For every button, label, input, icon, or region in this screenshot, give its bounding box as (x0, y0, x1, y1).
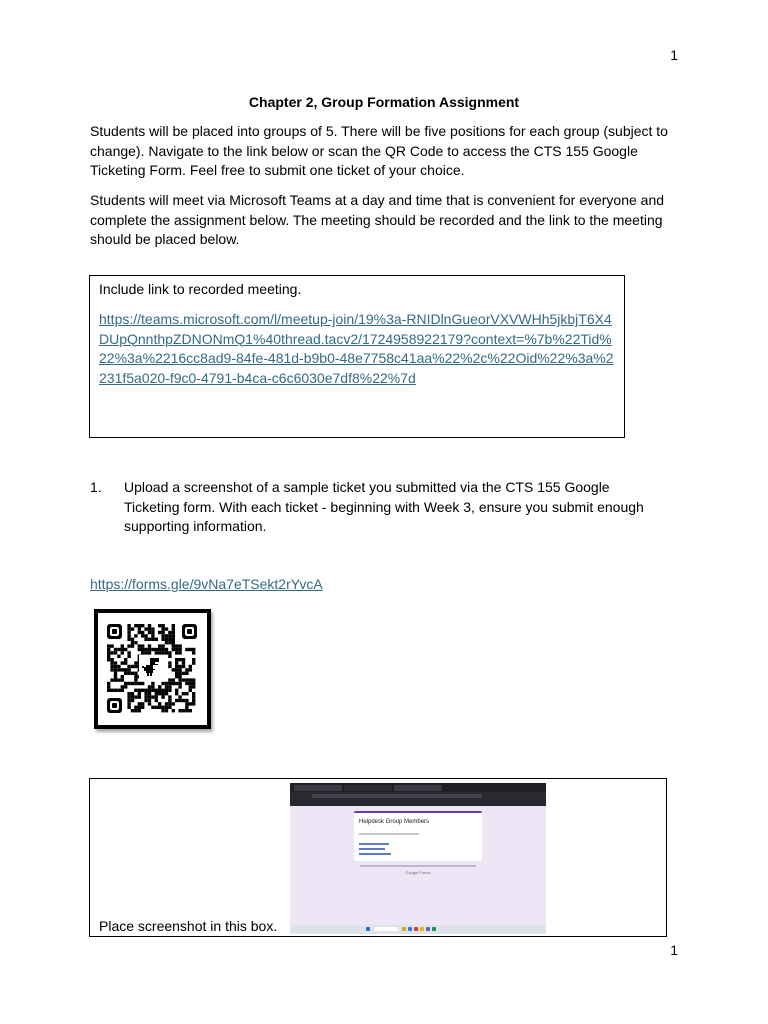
list-item-number: 1. (90, 479, 102, 495)
chrome-icon (420, 927, 424, 931)
windows-start-icon (366, 927, 370, 931)
meeting-link-box (89, 275, 625, 438)
screenshot-box (89, 778, 667, 937)
intro-paragraph: Students will be placed into groups of 5. There will be five positions for each group (subject to change). Navigate to the link below or scan the QR Code to access the CTS 155 Google Ticketing Form. Feel free to submit one ticket of your choice. (90, 123, 668, 178)
list-item-text: Upload a screenshot of a sample ticket you submitted via the CTS 155 Google Ticketing form. With each ticket - beginning with Week 3, ensure you submit enough supporting information. (124, 479, 644, 534)
form-title: Helpdesk Group Members (359, 819, 430, 825)
qr-finder-top-right (182, 624, 197, 639)
browser-tabbar (290, 783, 546, 792)
screenshot-placeholder-label: Place screenshot in this box. (99, 918, 278, 934)
teams-meeting-link[interactable]: https://teams.microsoft.com/l/meetup-join/19%3a-RNIDlnGueorVXVWHh5jkbjT6X4DUpQnnthpZDNONmQ1%40thread.tacv2/1724958922179?context=%7b%22Tid%22%3a%2216cc8ad9-84fe-481d-b9b0-48e7758c41aa%22%2c%22Oid%22%3a%2231f5a020-f9c0-4791-b4ca-c6c6030e7df8%22%7d (99, 311, 614, 386)
google-forms-link[interactable]: https://forms.gle/9vNa7eTSekt2rYvcA (90, 576, 323, 592)
qr-finder-top-left (107, 624, 122, 639)
app-icon (432, 927, 436, 931)
page-number: 1 (670, 47, 678, 63)
qr-finder-bottom-left (107, 698, 122, 713)
footer-page-number: 1 (670, 942, 678, 958)
meeting-paragraph: Students will meet via Microsoft Teams at a day and time that is convenient for everyone and complete the assignment below. The meeting should be recorded and the link to the meeting should be placed below. (90, 192, 665, 247)
meeting-link-label: Include link to recorded meeting. (99, 281, 302, 297)
browser-tab (394, 785, 442, 791)
app-icon (414, 927, 418, 931)
google-forms-logo: Google Forms (405, 870, 431, 875)
taskbar-search-icon (374, 927, 398, 931)
browser-tab (344, 785, 392, 791)
windows-taskbar (290, 925, 546, 934)
teams-icon (426, 927, 430, 931)
folder-icon (402, 927, 406, 931)
browser-tab (294, 785, 342, 791)
form-card (354, 811, 482, 861)
browser-bookmarks-bar (290, 800, 546, 806)
browser-address-bar (290, 792, 546, 800)
qr-code[interactable] (94, 609, 211, 729)
ticket-screenshot (290, 783, 546, 934)
app-icon (408, 927, 412, 931)
assignment-title: Chapter 2, Group Formation Assignment (248, 94, 520, 110)
qr-code-image (94, 609, 211, 729)
